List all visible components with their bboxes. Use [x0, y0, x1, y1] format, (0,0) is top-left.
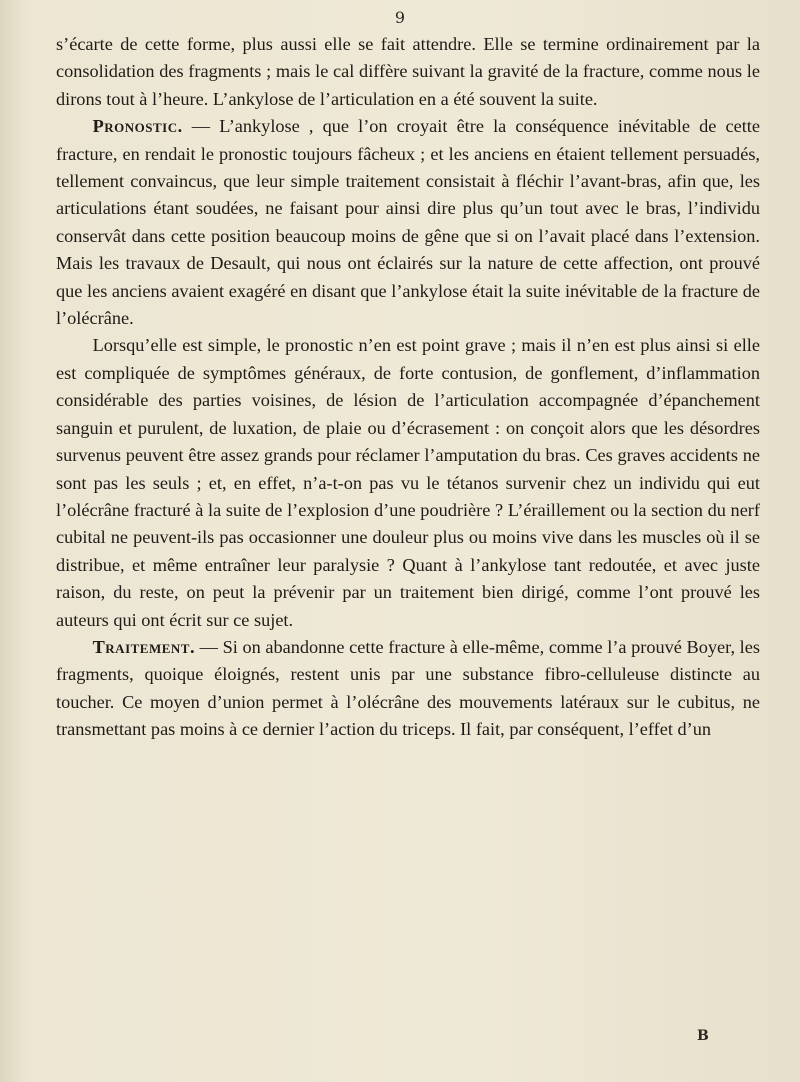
paragraph-text: — Si on abandonne cette fracture à elle-même, comme l’a prouvé Boyer, les fragments, quoique éloignés, restent unis par une substance fibro-celluleuse distincte au toucher. Ce moyen d’union permet à l’olécrâne des mouvements latéraux sur le cubitus, ne transmettant pas moins à ce dernier l’action du triceps. Il fait, par conséquent, l’effet d’un — [56, 636, 760, 740]
paragraph-text: — L’ankylose , que l’on croyait être la conséquence inévitable de cette fracture, en rendait le pronostic toujours fâcheux ; et les anciens en étaient tellement persuadés, tellement convaincus, que leur simple traitement consistait à fléchir l’avant-bras, afin que, les articulations étant soudées, ne faisant pour ainsi dire plus qu’un tout avec le bras, l’individu conservât dans cette position beaucoup moins de gêne que si on l’avait placé dans l’extension. Mais les travaux de Desault, qui nous ont éclairés sur la nature de cette affection, ont prouvé que les anciens avaient exagéré en disant que l’ankylose était la suite inévitable de la fracture de l’olécrâne. — [56, 116, 760, 329]
page-number: 9 — [394, 8, 406, 27]
paragraph-complications — [56, 332, 760, 633]
section-heading-traitement: Traitement. — [92, 636, 196, 657]
paragraph-pronostic — [56, 113, 760, 332]
paragraph-text: s’écarte de cette forme, plus aussi elle se fait attendre. Elle se termine ordinairement par la consolidation des fragments ; mais le cal diffère suivant la gravité de la fracture, comme nous le dirons tout à l’heure. L’ankylose de l’articulation en a été souvent la suite. — [56, 34, 760, 109]
body-text — [56, 31, 760, 744]
paragraph-text: Lorsqu’elle est simple, le pronostic n’en est point grave ; mais il n’en est plus ainsi si elle est compliquée de symptômes généraux, de forte contusion, de gonflement, d’inflammation considérable des parties voisines, de lésion de l’articulation accompagnée d’épanchement sanguin et purulent, de luxation, de plaie ou d’écrasement : on conçoit alors que les désordres survenus peuvent être assez grands pour réclamer l’amputation du bras. Ces graves accidents ne sont pas les seuls ; et, en effet, n’a-t-on pas vu le tétanos survenir chez un individu qui eut l’olécrâne fracturé à la suite de l’explosion d’une poudrière ? L’éraillement ou la section du nerf cubital ne peuvent-ils pas occasionner une douleur plus ou moins vive dans les muscles où il se distribue, et même entraîner leur paralysie ? Quant à l’ankylose tant redoutée, et avec juste raison, du reste, on peut la prévenir par un traitement bien dirigé, comme l’ont prouvé les auteurs qui ont écrit sur ce sujet. — [56, 335, 760, 630]
paragraph-continuation — [56, 31, 760, 113]
signature-mark: B — [697, 1028, 709, 1044]
section-heading-pronostic: Pronostic. — [92, 116, 183, 137]
paragraph-traitement — [56, 634, 760, 744]
